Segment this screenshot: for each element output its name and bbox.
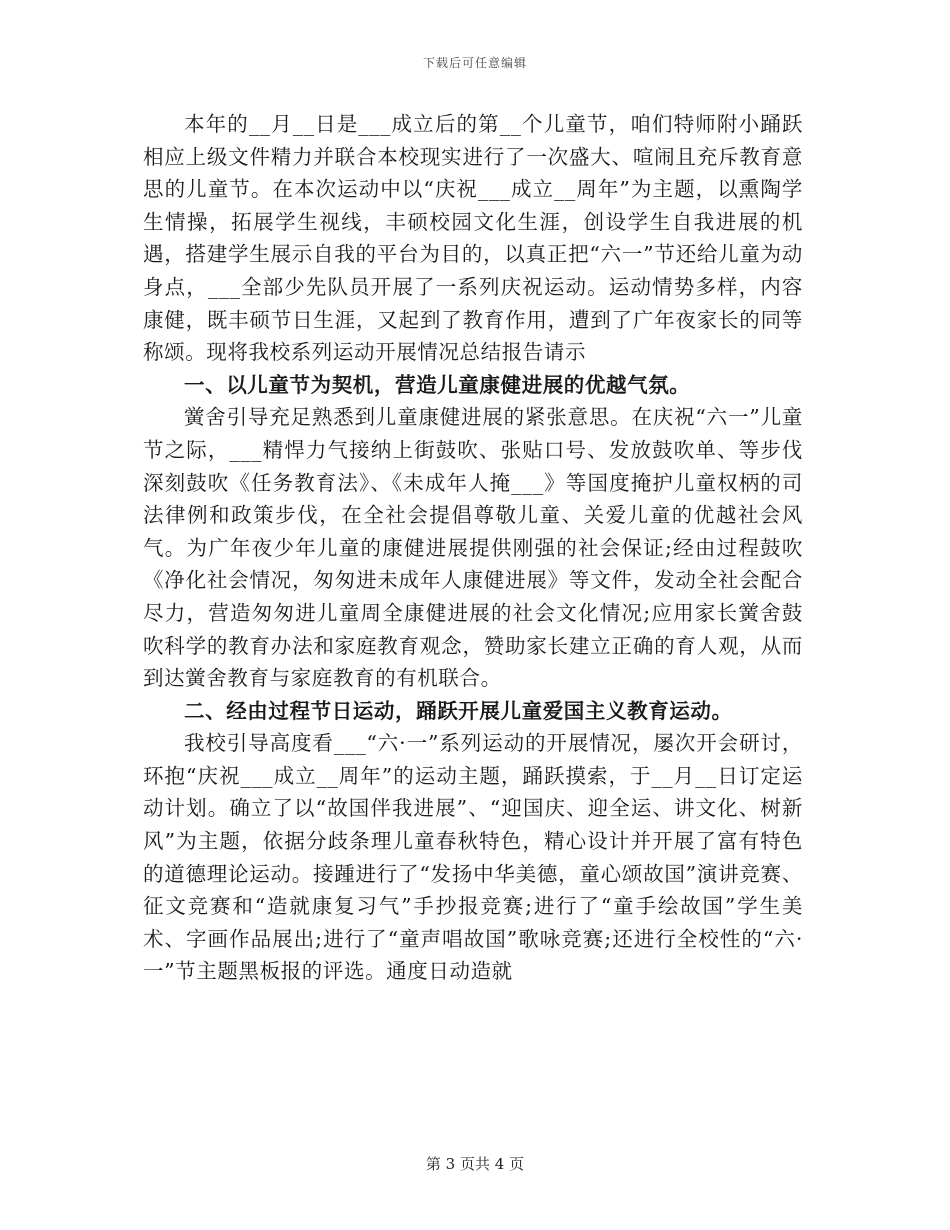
- section-heading-1: 一、以儿童节为契机，营造儿童康健进展的优越气氛。: [184, 372, 691, 397]
- document-body: [143, 108, 803, 988]
- paragraph-section-1: 黉舍引导充足熟悉到儿童康健进展的紧张意思。在庆祝“六一”儿童节之际，___精悍力气接纳上街鼓吹、张贴口号、发放鼓吹单、等步伐深刻鼓吹《任务教育法》、《未成年人掩___》等国度掩护儿童权柄的司法律例和政策步伐，在全社会提倡尊敬儿童、关爱儿童的优越社会风气。为广年夜少年儿童的康健进展提供刚强的社会保证;经由过程鼓吹《净化社会情况，匆匆进未成年人康健进展》等文件，发动全社会配合尽力，营造匆匆进儿童周全康健进展的社会文化情况;应用家长黉舍鼓吹科学的教育办法和家庭教育观念，赞助家长建立正确的育人观，从而到达黉舍教育与家庭教育的有机联合。: [143, 405, 803, 691]
- paragraph-section-2: 我校引导高度看___“六·一”系列运动的开展情况，屡次开会研讨，环抱“庆祝___成立__周年”的运动主题，踊跃摸索，于__月__日订定运动计划。确立了以“故国伴我进展”、“迎国庆、迎全运、讲文化、树新风”为主题，依据分歧条理儿童春秋特色，精心设计并开展了富有特色的道德理论运动。接踵进行了“发扬中华美德，童心颂故国”演讲竞赛、征文竞赛和“造就康复习气”手抄报竞赛;进行了“童手绘故国”学生美术、字画作品展出;进行了“童声唱故国”歌咏竞赛;还进行全校性的“六·一”节主题黑板报的评选。通度日动造就: [143, 731, 803, 984]
- paragraph-intro: 本年的__月__日是___成立后的第__个儿童节，咱们特师附小踊跃相应上级文件精力并联合本校现实进行了一次盛大、喧闹且充斥教育意思的儿童节。在本次运动中以“庆祝___成立__周年”为主题，以熏陶学生情操，拓展学生视线，丰硕校园文化生涯，创设学生自我进展的机遇，搭建学生展示自我的平台为目的，以真正把“六一”节还给儿童为动身点，___全部少先队员开展了一系列庆祝运动。运动情势多样，内容康健，既丰硕节日生涯，又起到了教育作用，遭到了广年夜家长的同等称颂。现将我校系列运动开展情况总结报告请示: [143, 112, 803, 365]
- section-heading-2: 二、经由过程节日运动，踊跃开展儿童爱国主义教育运动。: [184, 698, 733, 723]
- page-footer: 第 3 页共 4 页: [425, 1155, 525, 1173]
- page-header: 下载后可任意编辑: [422, 56, 527, 70]
